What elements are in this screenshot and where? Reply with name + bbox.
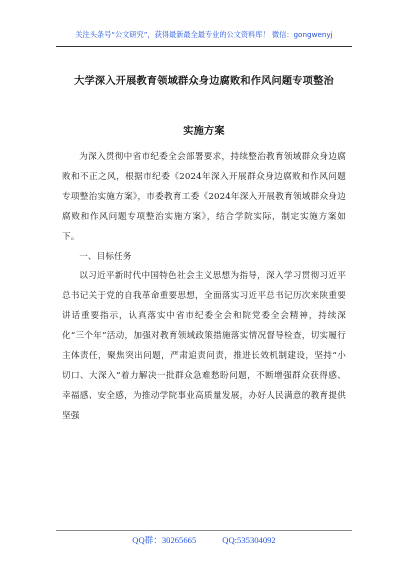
document-title: 大学深入开展教育领域群众身边腐败和作风问题专项整治: [74, 76, 334, 87]
goals-paragraph: 以习近平新时代中国特色社会主义思想为指导，深入学习贯彻习近平总书记关于党的自我革命重要思想，全面落实习近平总书记历次来陕重要讲话重要指示，认真落实中省市纪委全会和院党委全会精神，持续深化“三个年”活动，加强对教育领域政策措施落实情况督导检查，切实履行主体责任，聚焦突出问题，严肃追责问责，推进长效机制建设，坚持“小切口、大深入”着力解决一批群众急难愁盼问题，不断增强群众获得感、幸福感、安全感，为推动学院事业高质量发展，办好人民满意的教育提供坚强: [62, 271, 346, 421]
document-body: [62, 148, 346, 427]
intro-paragraph: 为深入贯彻中省市纪委全会部署要求，持续整治教育领域群众身边腐败和不正之风，根据市纪委《2024年深入开展群众身边腐败和作风问题专项整治实施方案》，市委教育工委《2024年深入开展教育领域群众身边腐败和作风问题专项整治实施方案》，结合学院实际，制定实施方案如下。: [62, 152, 346, 242]
footer-divider: [56, 530, 352, 531]
qq-number: QQ:535304092: [222, 535, 276, 545]
section-heading-goals: 一、目标任务: [79, 251, 132, 262]
promo-banner: 关注头条号“公文研究”，获得最新最全最专业的公文资料库！ 微信：gongwenyj: [75, 30, 333, 39]
qq-group-number: QQ群：30265665: [132, 535, 197, 545]
document-subtitle: 实施方案: [183, 126, 225, 137]
footer-contact: [0, 534, 408, 546]
header-divider: [56, 46, 352, 47]
